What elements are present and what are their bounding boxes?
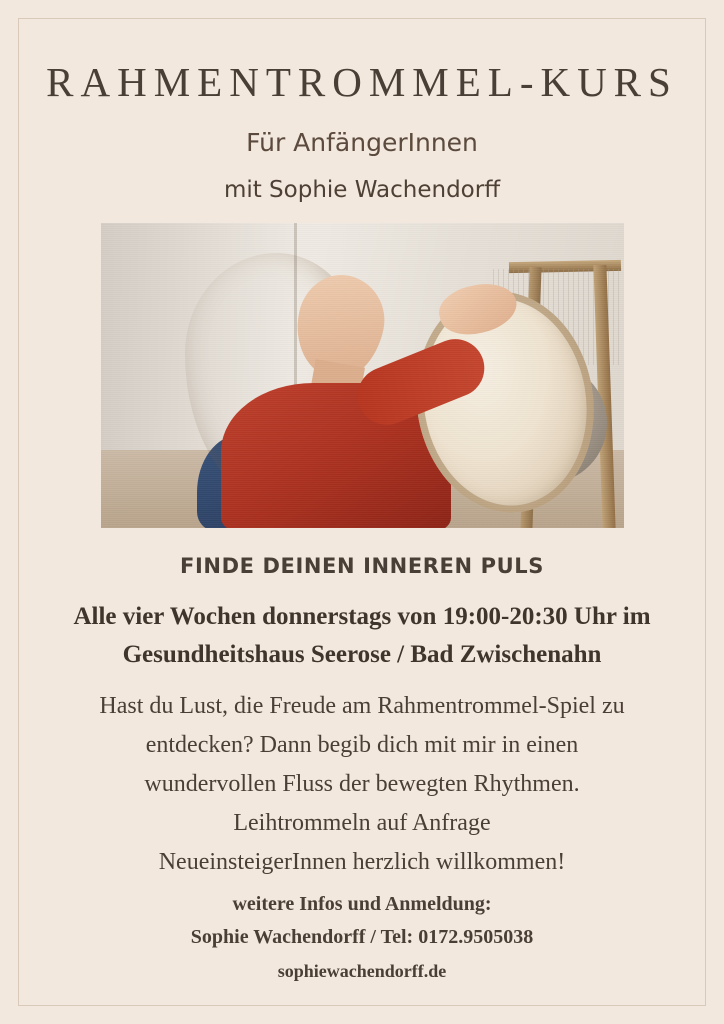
description-line-5: NeueinsteigerInnen herzlich willkommen! [158, 848, 566, 875]
schedule-block [73, 598, 650, 673]
description-line-1: Hast du Lust, die Freude am Rahmentrommel-Spiel zu [99, 693, 625, 719]
contact-heading: weitere Infos und Anmeldung: [232, 893, 492, 916]
page-title: RAHMENTROMMEL-KURS [46, 59, 678, 105]
course-photo [101, 223, 624, 528]
description-line-4: Leihtrommeln auf Anfrage [233, 809, 491, 836]
description-line-3: wundervollen Fluss der bewegten Rhythmen. [144, 770, 580, 797]
tagline: FINDE DEINEN INNEREN PULS [180, 554, 544, 578]
subtitle: Für AnfängerInnen [246, 128, 478, 157]
photo-illustration [101, 223, 624, 528]
website-link[interactable]: sophiewachendorff.de [277, 961, 447, 982]
photo-grain-overlay [101, 223, 624, 528]
schedule-line-2: Gesundheitshaus Seerose / Bad Zwischenahn [122, 640, 602, 668]
description-line-2: entdecken? Dann begib dich mit mir in einen [145, 731, 579, 758]
presenter-name: mit Sophie Wachendorff [223, 177, 501, 203]
contact-details: Sophie Wachendorff / Tel: 0172.9505038 [190, 926, 534, 949]
schedule-line-1: Alle vier Wochen donnerstags von 19:00-20:30 Uhr im [73, 603, 651, 630]
description-block [99, 687, 624, 881]
